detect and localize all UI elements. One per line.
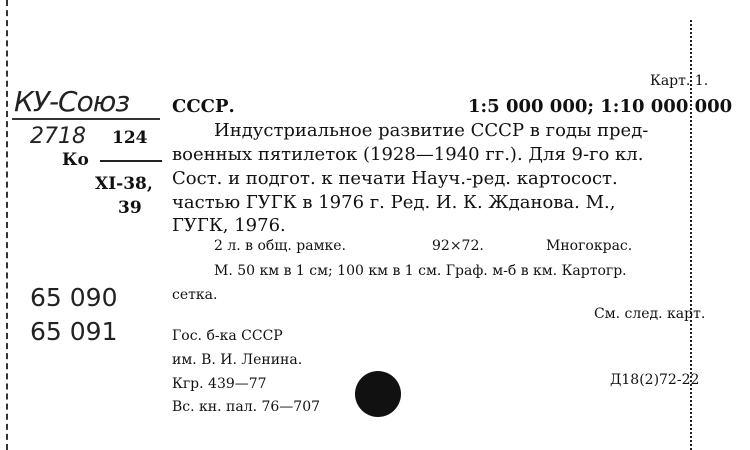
description-line-1: Индустриальное развитие СССР в годы пред- bbox=[214, 120, 649, 141]
library-line-3: Кгр. 439—77 bbox=[172, 376, 267, 392]
size-info: 92×72. bbox=[432, 238, 484, 254]
region-heading: СССР. bbox=[172, 96, 235, 117]
scale-note-2: сетка. bbox=[172, 287, 218, 303]
description-line-4: частью ГУГК в 1976 г. Ред. И. К. Жданова. М., bbox=[172, 192, 616, 213]
call-number-top: 124 bbox=[112, 128, 148, 148]
handwritten-number-2: 65 091 bbox=[30, 317, 118, 346]
call-number-bottom-2: 39 bbox=[118, 198, 142, 218]
call-number-bottom-1: XI-38, bbox=[95, 174, 153, 194]
library-line-2: им. В. И. Ленина. bbox=[172, 352, 303, 368]
handwritten-underline bbox=[12, 118, 160, 120]
ink-stamp-circle bbox=[355, 371, 401, 417]
sheets-info: 2 л. в общ. рамке. bbox=[214, 238, 346, 254]
description-line-3: Сост. и подгот. к печати Науч.-ред. картосост. bbox=[172, 168, 618, 189]
library-line-1: Гос. б-ка СССР bbox=[172, 328, 283, 344]
scale-note-1: М. 50 км в 1 см; 100 км в 1 см. Граф. м-б в км. Картогр. bbox=[214, 263, 627, 279]
card-number: Карт. 1. bbox=[650, 73, 709, 89]
scale-heading: 1:5 000 000; 1:10 000 000 bbox=[468, 96, 733, 117]
call-number-prefix: Ко bbox=[62, 150, 89, 170]
description-line-5: ГУГК, 1976. bbox=[172, 215, 286, 236]
classification-code: Д18(2)72-22 bbox=[610, 372, 700, 388]
color-info: Многокрас. bbox=[546, 238, 633, 254]
handwritten-code: 2718 bbox=[30, 124, 86, 149]
handwritten-title: КУ-Союз bbox=[14, 85, 130, 118]
see-next-card: См. след. карт. bbox=[594, 306, 706, 322]
call-number-rule bbox=[100, 160, 162, 162]
library-line-4: Вс. кн. пал. 76—707 bbox=[172, 399, 321, 415]
card-left-edge bbox=[6, 0, 8, 450]
description-line-2: военных пятилеток (1928—1940 гг.). Для 9-го кл. bbox=[172, 144, 644, 165]
handwritten-number-1: 65 090 bbox=[30, 283, 118, 312]
